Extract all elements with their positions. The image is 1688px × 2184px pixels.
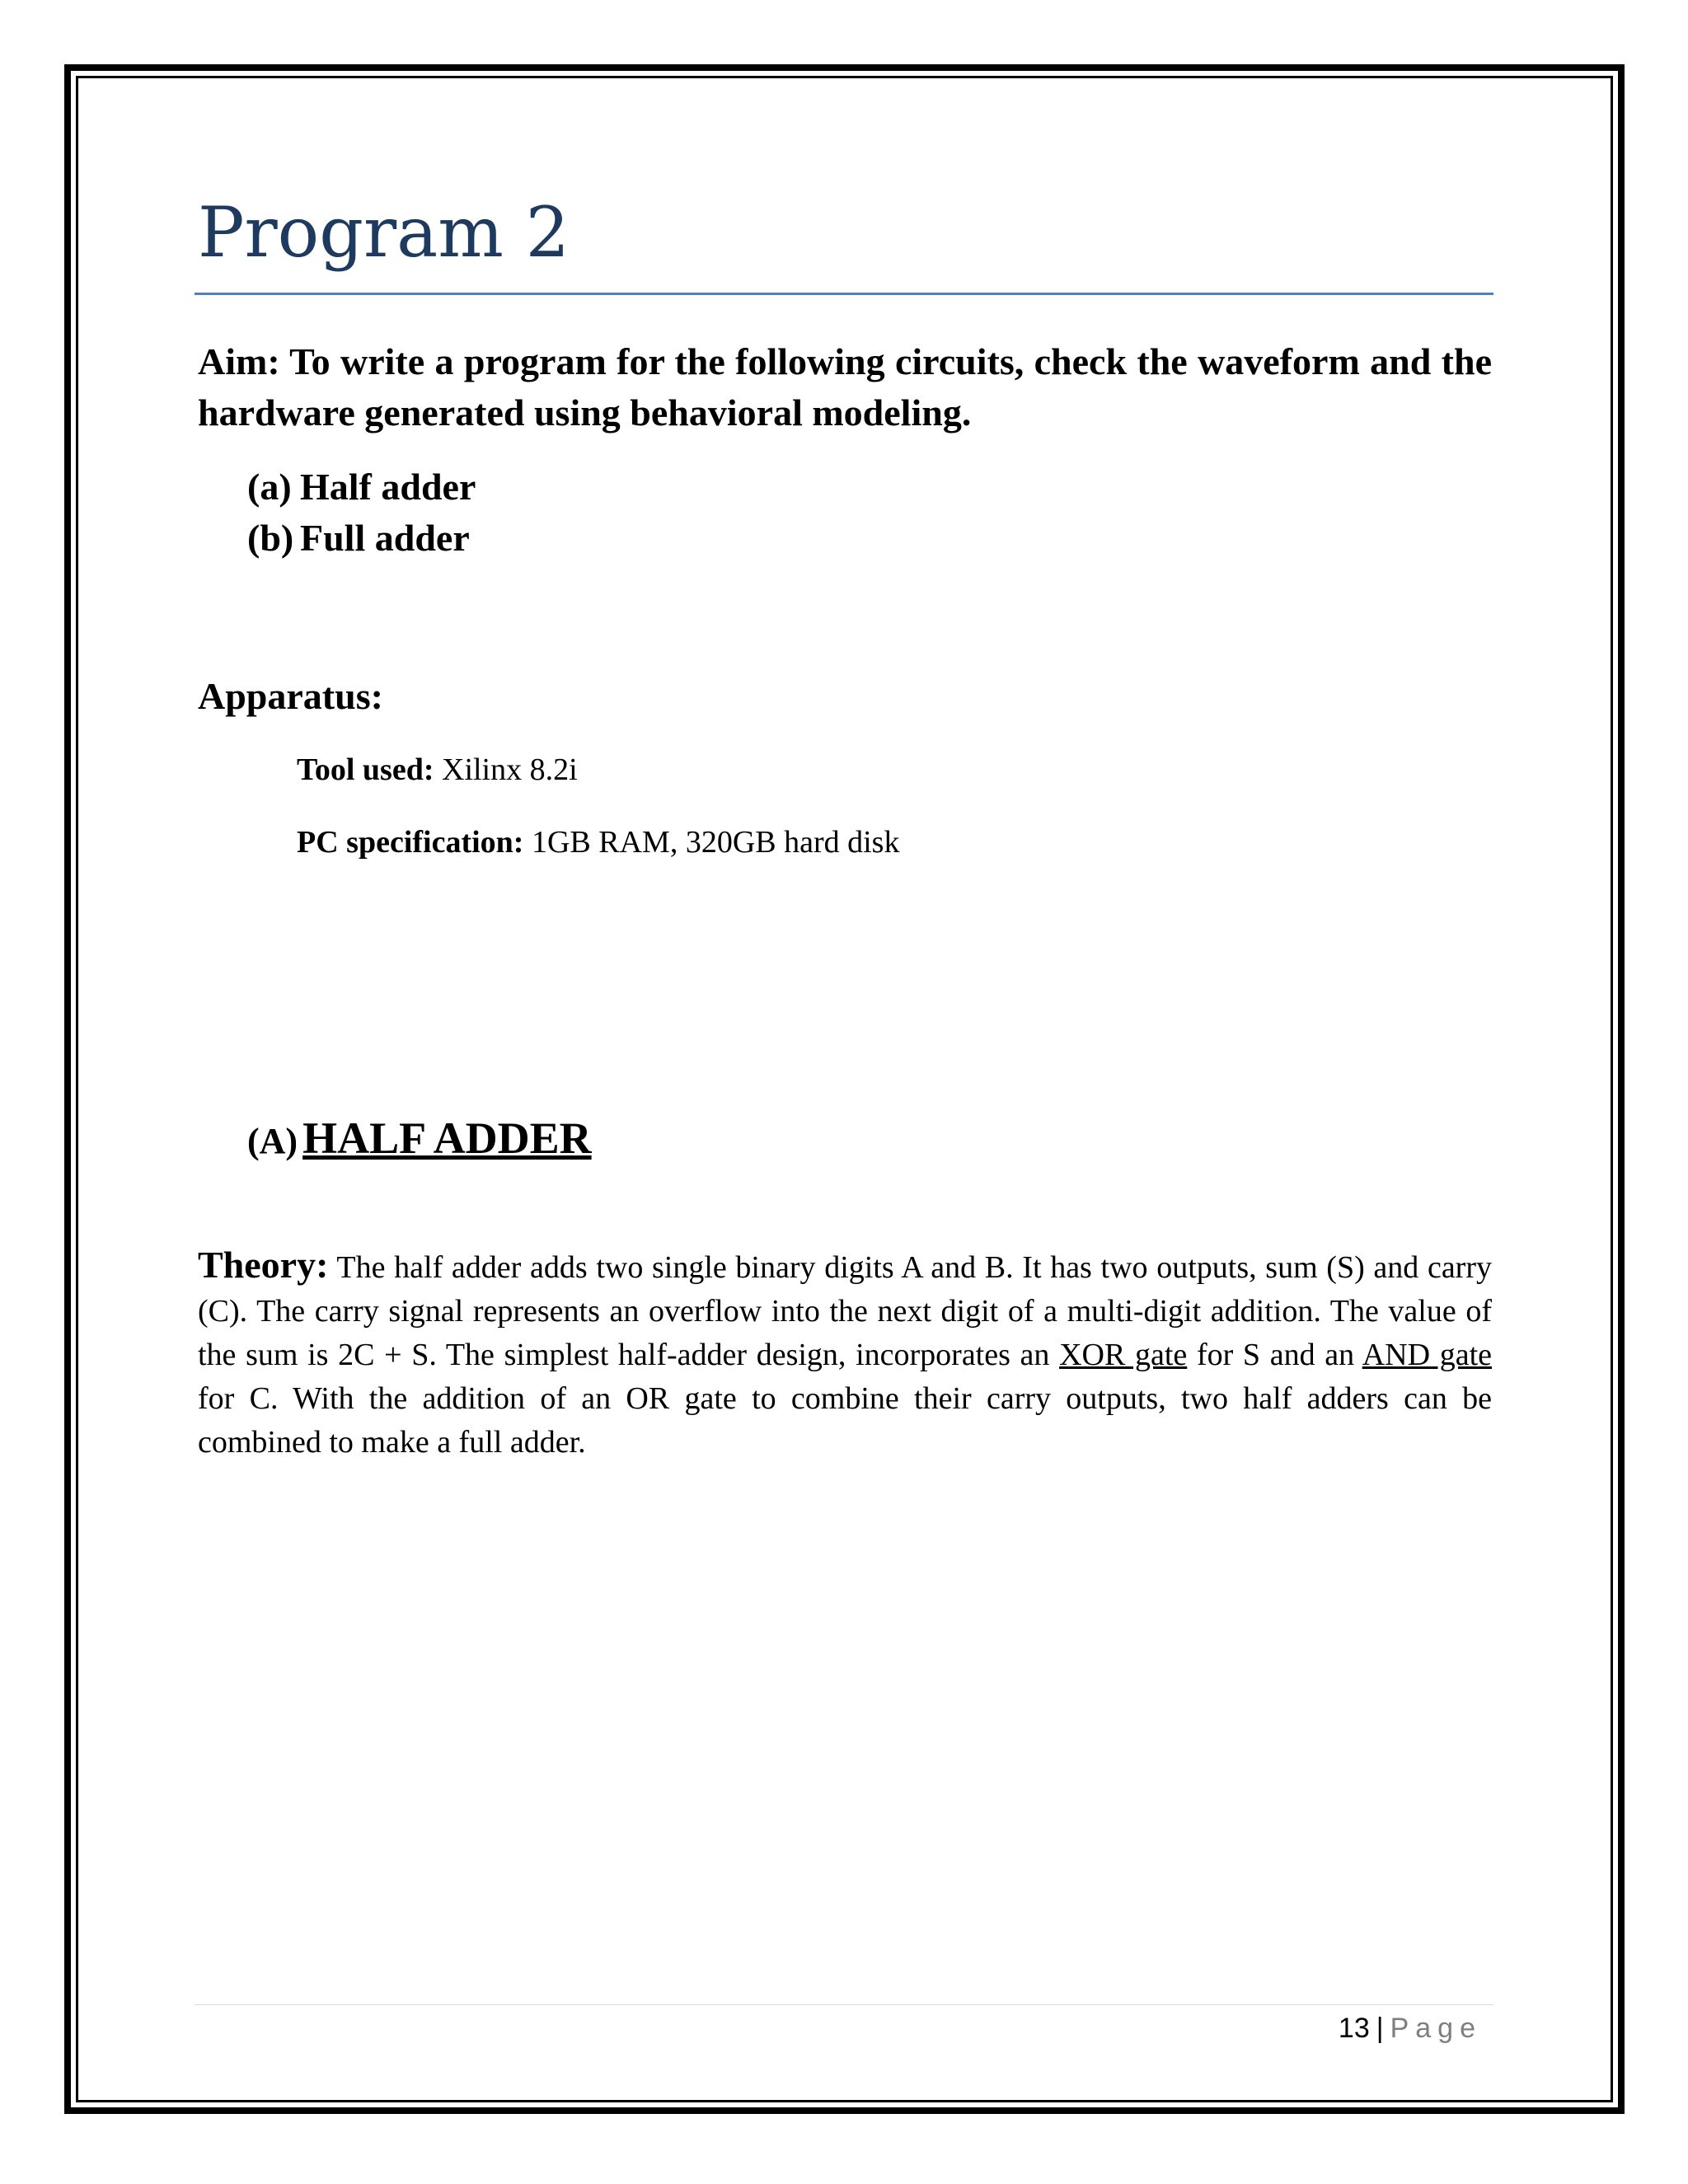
- aim-paragraph: Aim: To write a program for the following circuits, check the waveform and the hardware generated using behavioral modeling.: [198, 340, 1492, 434]
- document-title: Program 2: [198, 192, 570, 273]
- page-footer: [1339, 2013, 1482, 2045]
- list-item-text: Full adder: [300, 517, 470, 559]
- theory-paragraph: [198, 1243, 1492, 1465]
- page-word: Page: [1390, 2013, 1482, 2044]
- tool-used-line: [297, 752, 578, 788]
- section-heading: [247, 1113, 592, 1164]
- xor-gate-link[interactable]: XOR gate: [1059, 1338, 1188, 1372]
- tool-used-label: Tool used:: [297, 752, 434, 787]
- title-underline-rule: [195, 293, 1493, 295]
- footer-separator: |: [1376, 2013, 1384, 2044]
- theory-label: Theory:: [198, 1244, 329, 1286]
- pc-spec-line: [297, 824, 899, 860]
- apparatus-heading: Apparatus:: [198, 675, 383, 717]
- list-marker: (a): [247, 466, 292, 508]
- aim-list-item: [247, 513, 476, 564]
- page-number: 13: [1338, 2013, 1370, 2044]
- list-item-text: Half adder: [300, 466, 476, 508]
- footer-rule: [195, 2004, 1493, 2005]
- section-name: HALF ADDER: [302, 1113, 592, 1163]
- section-prefix: (A): [247, 1121, 298, 1161]
- theory-text: The half adder adds two single binary digits A and B. It has two outputs, sum (S) and carry (C). The carry signal represents an overflow into the next digit of a multi-digit addition. The value of the sum is 2C + S. The simplest half-adder design, incorporates an: [198, 1250, 1492, 1372]
- pc-spec-label: PC specification:: [297, 825, 524, 860]
- aim-list: [247, 462, 476, 564]
- tool-used-value: Xilinx 8.2i: [442, 752, 578, 787]
- theory-text: for S and an: [1187, 1338, 1362, 1372]
- aim-list-item: [247, 462, 476, 513]
- list-marker: (b): [247, 517, 294, 559]
- and-gate-link[interactable]: AND gate: [1362, 1338, 1492, 1372]
- theory-text: for C. With the addition of an OR gate to combine their carry outputs, two half adders can be combined to make a full adder.: [198, 1381, 1492, 1460]
- pc-spec-value: 1GB RAM, 320GB hard disk: [531, 825, 900, 860]
